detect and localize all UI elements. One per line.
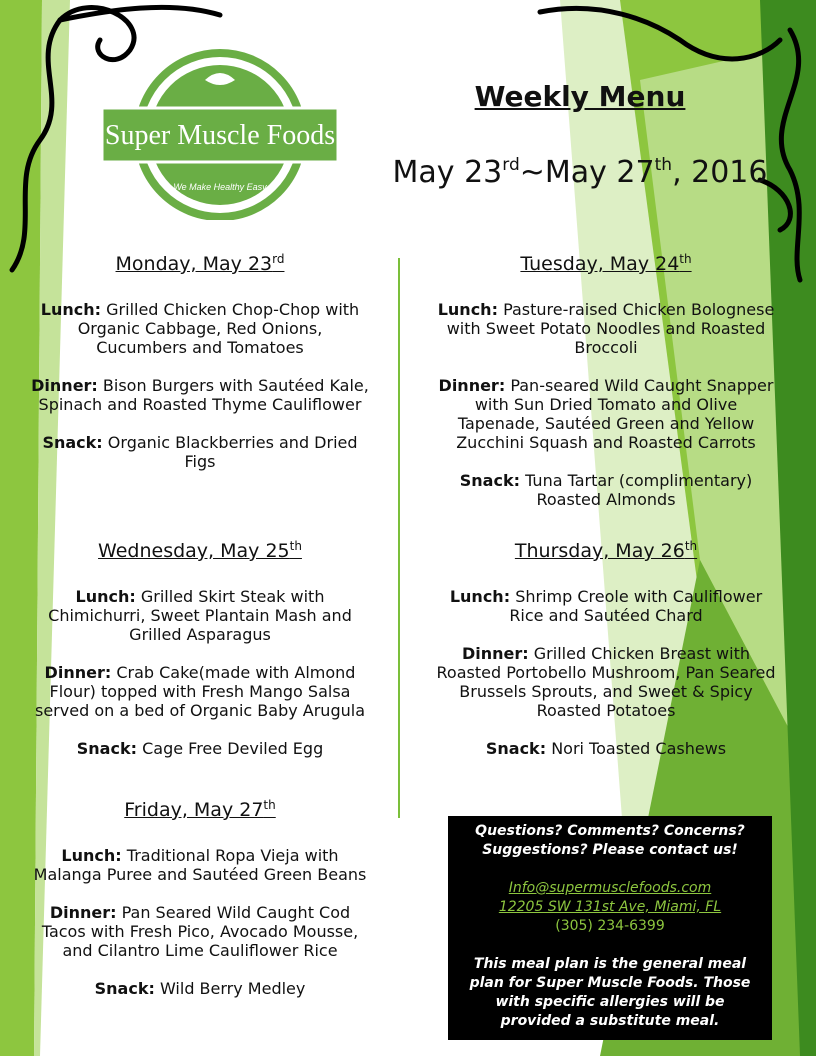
day-wednesday [30, 537, 370, 777]
lunch-item: Lunch: Traditional Ropa Vieja with Malanga Puree and Sautéed Green Beans [33, 846, 367, 884]
dinner-item: Dinner: Crab Cake(made with Almond Flour) topped with Fresh Mango Salsa served on a bed of Organic Baby Arugula [35, 663, 365, 720]
substitution-note: This meal plan is the general meal plan for Super Muscle Foods. Those with specific allergies will be provided a substitute meal. [469, 956, 751, 1029]
lunch-item: Lunch: Shrimp Creole with Cauliflower Rice and Sautéed Chard [449, 587, 763, 625]
dinner-item: Dinner: Pan Seared Wild Caught Cod Tacos with Fresh Pico, Avocado Mousse, and Cilantro Lime Cauliflower Rice [41, 903, 359, 960]
dinner-item: Dinner: Bison Burgers with Sautéed Kale, Spinach and Roasted Thyme Cauliflower [31, 376, 369, 414]
column-divider [398, 258, 400, 818]
day-heading: Friday, May 27th [124, 798, 276, 821]
lunch-item: Lunch: Grilled Chicken Chop-Chop with Organic Cabbage, Red Onions, Cucumbers and Tomatoes [40, 300, 360, 357]
phone-number: (305) 234-6399 [555, 918, 665, 934]
logo-tagline-text: We Make Healthy Easy [173, 182, 267, 192]
day-heading: Wednesday, May 25th [98, 539, 302, 562]
snack-item: Snack: Cage Free Deviled Egg [76, 739, 324, 758]
day-heading: Thursday, May 26th [514, 539, 698, 562]
day-tuesday [436, 250, 776, 528]
brand-logo [100, 40, 340, 220]
lunch-item: Lunch: Pasture-raised Chicken Bolognese with Sweet Potato Noodles and Roasted Broccoli [437, 300, 775, 357]
logo-brand-text: Super Muscle Foods [104, 120, 336, 151]
contact-line-1: Questions? Comments? Concerns? [475, 823, 745, 839]
contact-box [448, 816, 772, 1040]
menu-date-range: May 23rd~May 27th, 2016 [392, 155, 768, 190]
day-heading: Monday, May 23rd [115, 252, 285, 275]
snack-item: Snack: Tuna Tartar (complimentary) Roasted Almonds [459, 471, 753, 509]
day-thursday [436, 537, 776, 777]
day-friday [30, 796, 370, 1017]
day-heading: Tuesday, May 24th [520, 252, 692, 275]
snack-item: Snack: Organic Blackberries and Dried Figs [42, 433, 358, 471]
email-link[interactable]: Info@supermusclefoods.com [508, 880, 712, 896]
address-link[interactable]: 12205 SW 131st Ave, Miami, FL [498, 899, 722, 915]
snack-item: Snack: Wild Berry Medley [94, 979, 306, 998]
lunch-item: Lunch: Grilled Skirt Steak with Chimichurri, Sweet Plantain Mash and Grilled Asparagus [48, 587, 352, 644]
dinner-item: Dinner: Pan-seared Wild Caught Snapper with Sun Dried Tomato and Olive Tapenade, Sautéed Green and Yellow Zucchini Squash and Roasted Carrots [438, 376, 774, 452]
contact-line-2: Suggestions? Please contact us! [482, 842, 738, 858]
dinner-item: Dinner: Grilled Chicken Breast with Roasted Portobello Mushroom, Pan Seared Brussels Sprouts, and Sweet & Spicy Roasted Potatoes [436, 644, 776, 720]
day-monday [30, 250, 370, 490]
page-title: Weekly Menu [474, 80, 686, 113]
snack-item: Snack: Nori Toasted Cashews [485, 739, 727, 758]
